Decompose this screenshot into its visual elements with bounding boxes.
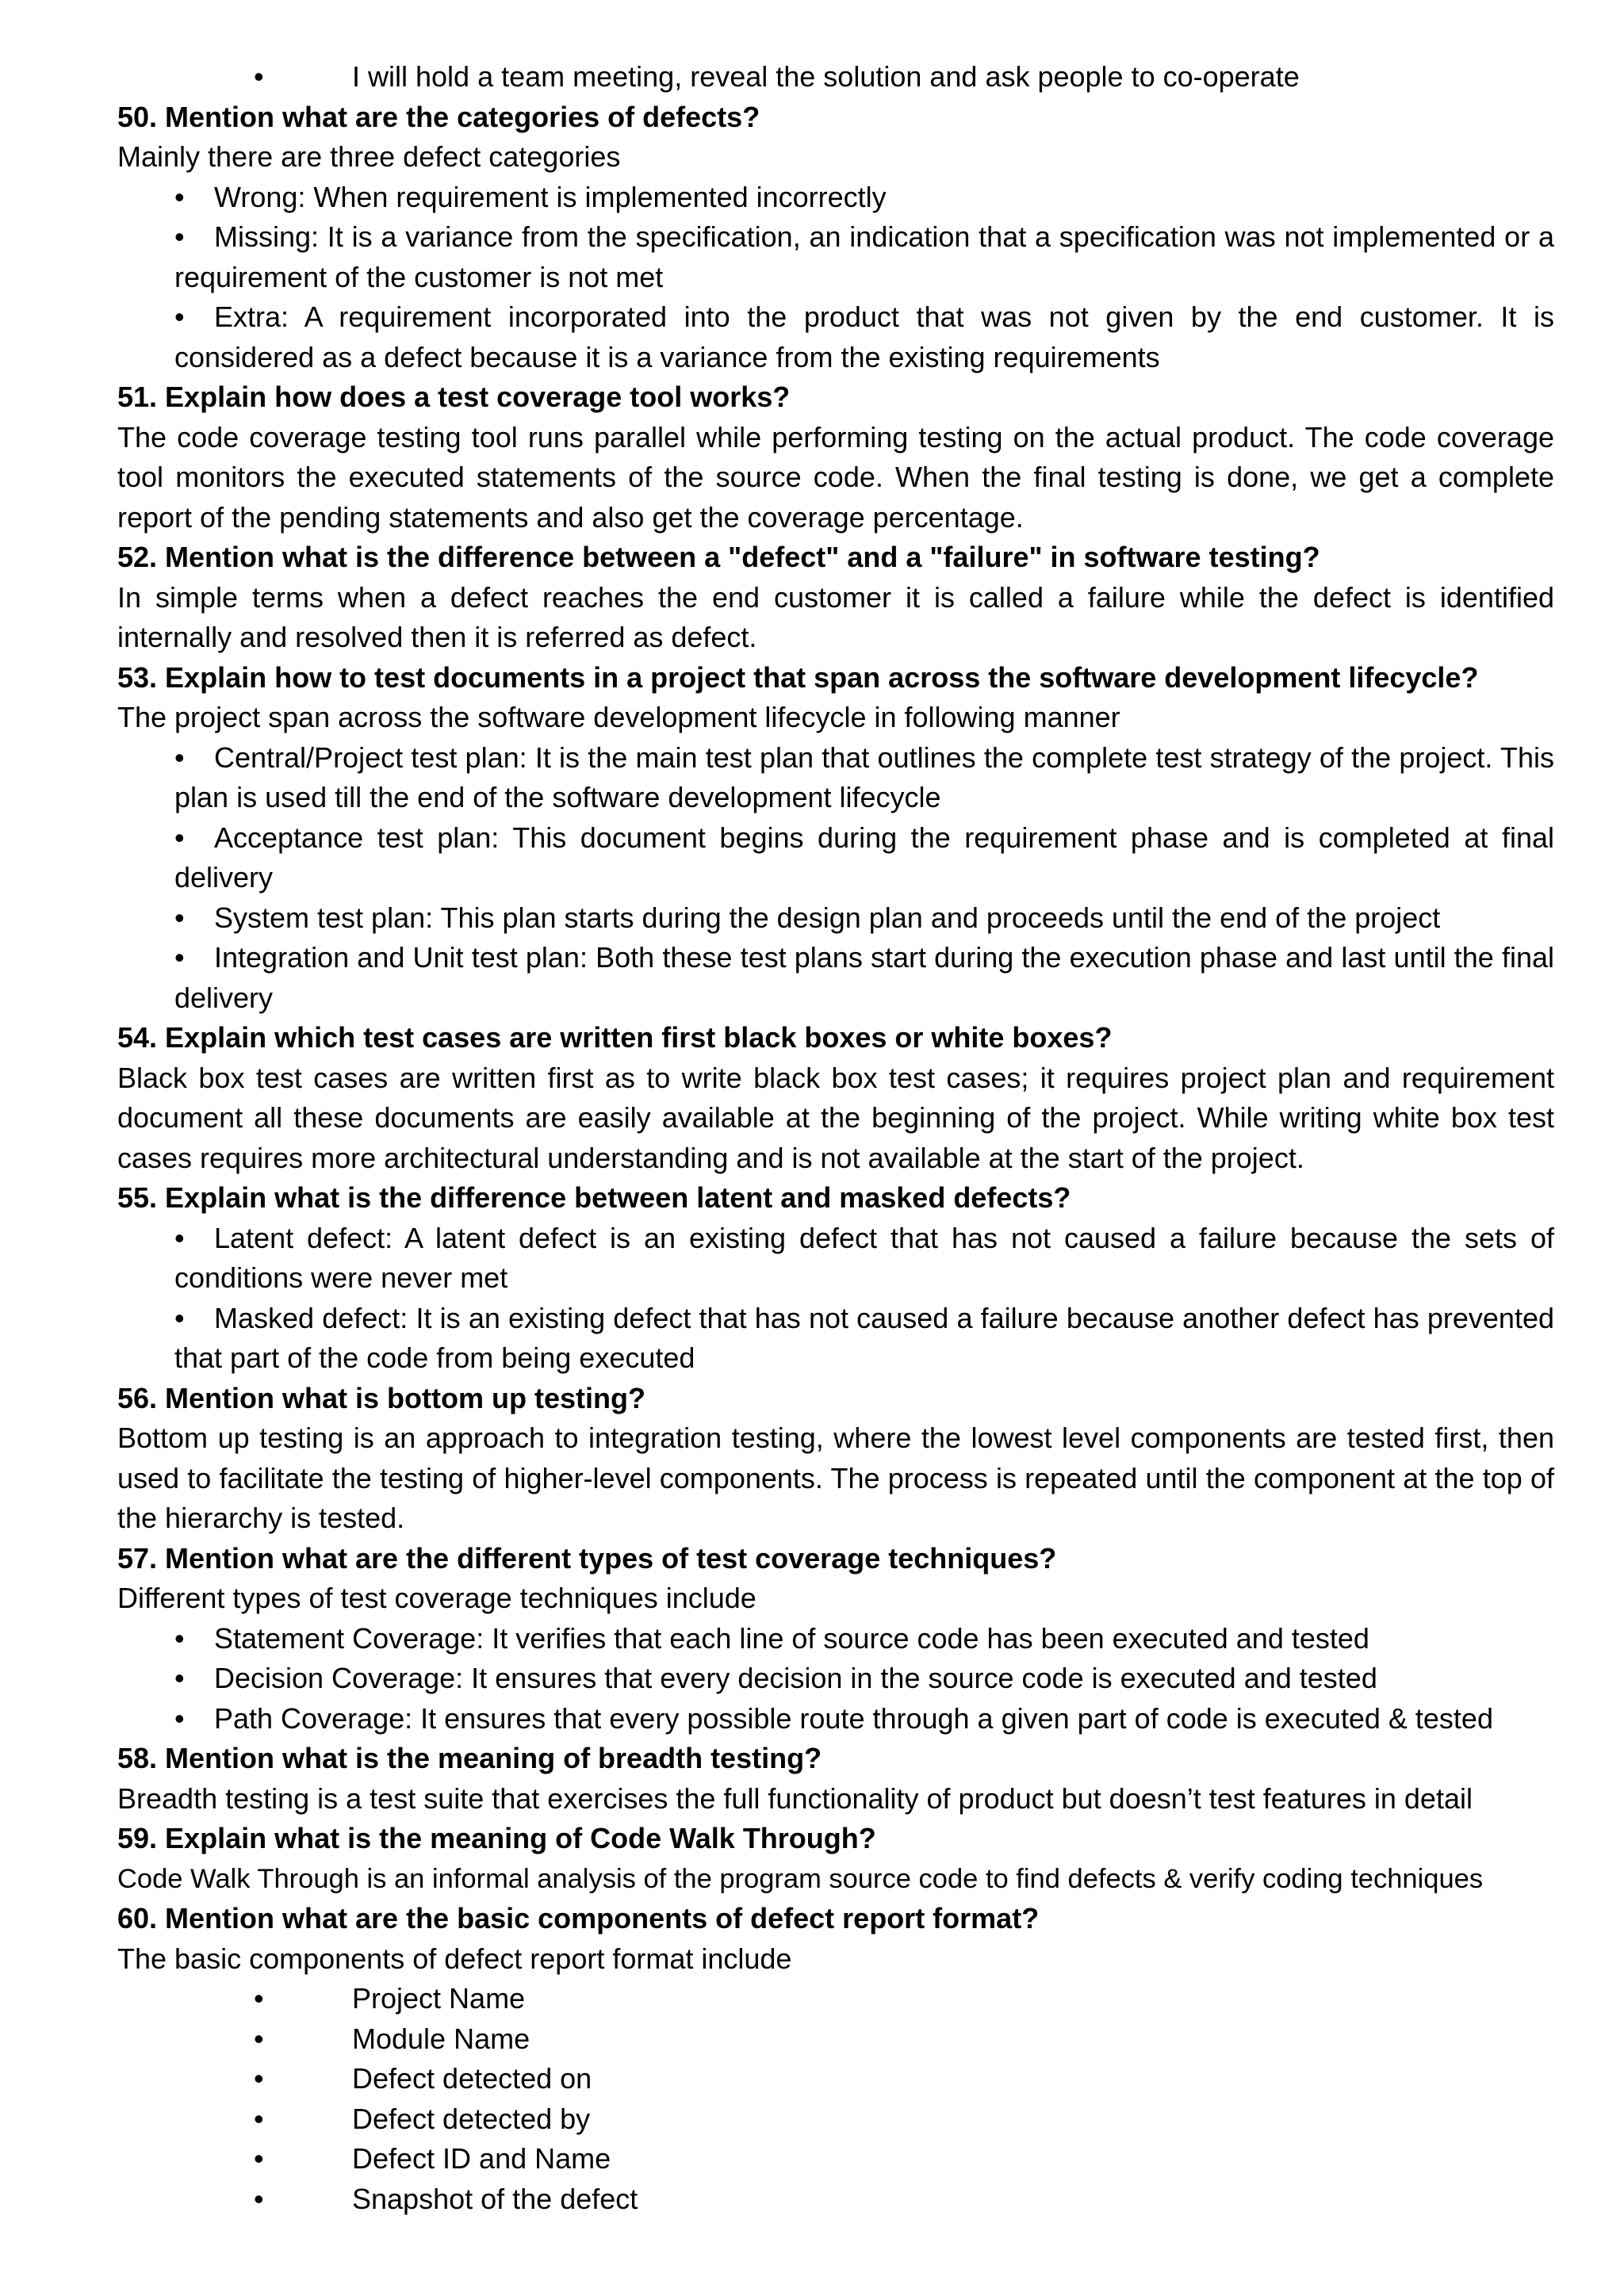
- intro-list: [117, 57, 1554, 98]
- list-item-text: I will hold a team meeting, reveal the solution and ask people to co-operate: [352, 60, 1300, 93]
- list-item: [174, 898, 1554, 939]
- bullet-glyph: •: [174, 220, 185, 253]
- bullet-glyph: •: [254, 2102, 264, 2135]
- bullet-list: [117, 1619, 1554, 1739]
- bullet-glyph: •: [254, 2022, 264, 2055]
- list-item-text: Snapshot of the defect: [352, 2182, 638, 2215]
- list-item-text: Latent defect: A latent defect is an existing defect that has not caused a failure because the sets of conditions were never met: [174, 1221, 1554, 1294]
- bullet-glyph: •: [174, 941, 185, 974]
- list-item: [174, 297, 1554, 377]
- list-item: [174, 1619, 1554, 1659]
- question-heading: 54. Explain which test cases are written first black boxes or white boxes?: [117, 1021, 1113, 1054]
- list-item: [174, 217, 1554, 297]
- document-content: [117, 57, 1554, 2219]
- list-item-text: System test plan: This plan starts during the design plan and proceeds until the end of the project: [214, 901, 1441, 934]
- answer-text: In simple terms when a defect reaches the end customer it is called a failure while the defect is identified internally and resolved then it is referred as defect.: [117, 580, 1554, 653]
- question-heading: 52. Mention what is the difference between a "defect" and a "failure" in software testing?: [117, 541, 1320, 573]
- list-item: [254, 57, 1554, 98]
- answer-text: Black box test cases are written first as to write black box test cases; it requires project plan and requirement document all these documents are easily available at the beginning of the project. While writing white box test cases requires more architectural understanding and is not available at the start of the project.: [117, 1061, 1554, 1174]
- list-item: [174, 938, 1554, 1018]
- bullet-glyph: •: [174, 1621, 185, 1655]
- bullet-glyph: •: [254, 2142, 264, 2175]
- bullet-list: [117, 178, 1554, 378]
- bullet-glyph: •: [174, 300, 185, 333]
- list-item: [174, 178, 1554, 218]
- question-heading: 50. Mention what are the categories of defects?: [117, 100, 760, 133]
- question-heading: 57. Mention what are the different types of test coverage techniques?: [117, 1541, 1057, 1575]
- list-item: [254, 2139, 1554, 2179]
- list-item-text: Extra: A requirement incorporated into the product that was not given by the end customer. It is considered as a defect because it is a variance from the existing requirements: [174, 300, 1554, 373]
- list-item-text: Module Name: [352, 2022, 530, 2055]
- bullet-glyph: •: [174, 1701, 185, 1735]
- bullet-glyph: •: [174, 901, 185, 934]
- bullet-list: [117, 1219, 1554, 1379]
- bullet-glyph: •: [174, 740, 185, 774]
- list-item: [254, 1979, 1554, 2019]
- list-item-text: Project Name: [352, 1982, 526, 2015]
- bullet-glyph: •: [174, 180, 185, 213]
- bullet-glyph: •: [254, 2062, 264, 2095]
- bullet-glyph: •: [254, 60, 264, 93]
- list-item-text: Masked defect: It is an existing defect that has not caused a failure because another defect has prevented that part of the code from being executed: [174, 1301, 1554, 1374]
- list-item-text: Defect detected by: [352, 2102, 591, 2135]
- bullet-glyph: •: [254, 2182, 264, 2215]
- list-item: [174, 1699, 1554, 1739]
- list-item-text: Central/Project test plan: It is the main test plan that outlines the complete test strategy of the project. This plan is used till the end of the software development lifecycle: [174, 740, 1554, 813]
- bullet-list: [117, 1979, 1554, 2219]
- answer-text: The basic components of defect report format include: [117, 1942, 792, 1975]
- list-item: [174, 1659, 1554, 1699]
- list-item: [174, 738, 1554, 818]
- list-item-text: Statement Coverage: It verifies that each line of source code has been executed and tested: [214, 1621, 1369, 1655]
- answer-text: The code coverage testing tool runs parallel while performing testing on the actual product. The code coverage tool monitors the executed statements of the source code. When the final testing is done, we get a complete report of the pending statements and also get the coverage percentage.: [117, 420, 1554, 534]
- list-item-text: Missing: It is a variance from the specification, an indication that a specification was not implemented or a requirement of the customer is not met: [174, 220, 1554, 293]
- bullet-glyph: •: [174, 821, 185, 854]
- question-heading: 60. Mention what are the basic components of defect report format?: [117, 1902, 1040, 1934]
- list-item: [254, 2019, 1554, 2060]
- list-item: [254, 2059, 1554, 2099]
- list-item: [174, 818, 1554, 898]
- question-heading: 51. Explain how does a test coverage tool works?: [117, 381, 791, 413]
- list-item-text: Integration and Unit test plan: Both these test plans start during the execution phase and last until the final delivery: [174, 941, 1554, 1014]
- question-heading: 59. Explain what is the meaning of Code Walk Through?: [117, 1822, 876, 1854]
- bullet-glyph: •: [174, 1221, 185, 1254]
- question-heading: 56. Mention what is bottom up testing?: [117, 1381, 645, 1414]
- question-heading: 53. Explain how to test documents in a project that span across the software development lifecycle?: [117, 660, 1479, 694]
- list-item-text: Path Coverage: It ensures that every possible route through a given part of code is executed & tested: [214, 1701, 1493, 1735]
- list-item-text: Defect ID and Name: [352, 2142, 611, 2175]
- list-item: [254, 2099, 1554, 2140]
- answer-text: Different types of test coverage techniques include: [117, 1582, 756, 1614]
- bullet-glyph: •: [254, 1982, 264, 2015]
- bullet-glyph: •: [174, 1662, 185, 1694]
- list-item-text: Defect detected on: [352, 2062, 592, 2095]
- question-heading: 55. Explain what is the difference between latent and masked defects?: [117, 1181, 1071, 1214]
- list-item: [254, 2179, 1554, 2220]
- list-item-text: Wrong: When requirement is implemented incorrectly: [214, 180, 887, 213]
- list-item-text: Decision Coverage: It ensures that every decision in the source code is executed and tested: [214, 1662, 1377, 1694]
- answer-text: Breadth testing is a test suite that exercises the full functionality of product but doesn’t test features in detail: [117, 1781, 1473, 1815]
- answer-text: Mainly there are three defect categories: [117, 140, 621, 173]
- list-item: [174, 1219, 1554, 1299]
- bullet-list: [117, 738, 1554, 1019]
- question-heading: 58. Mention what is the meaning of breadth testing?: [117, 1742, 822, 1774]
- list-item-text: Acceptance test plan: This document begins during the requirement phase and is completed at final delivery: [174, 821, 1554, 894]
- answer-text: Bottom up testing is an approach to integration testing, where the lowest level components are tested first, then used to facilitate the testing of higher-level components. The process is repeated until the component at the top of the hierarchy is tested.: [117, 1422, 1554, 1534]
- answer-text: Code Walk Through is an informal analysis of the program source code to find defects & verify coding techniques: [117, 1863, 1484, 1894]
- list-item: [174, 1299, 1554, 1379]
- answer-text: The project span across the software development lifecycle in following manner: [117, 701, 1120, 733]
- bullet-glyph: •: [174, 1301, 185, 1334]
